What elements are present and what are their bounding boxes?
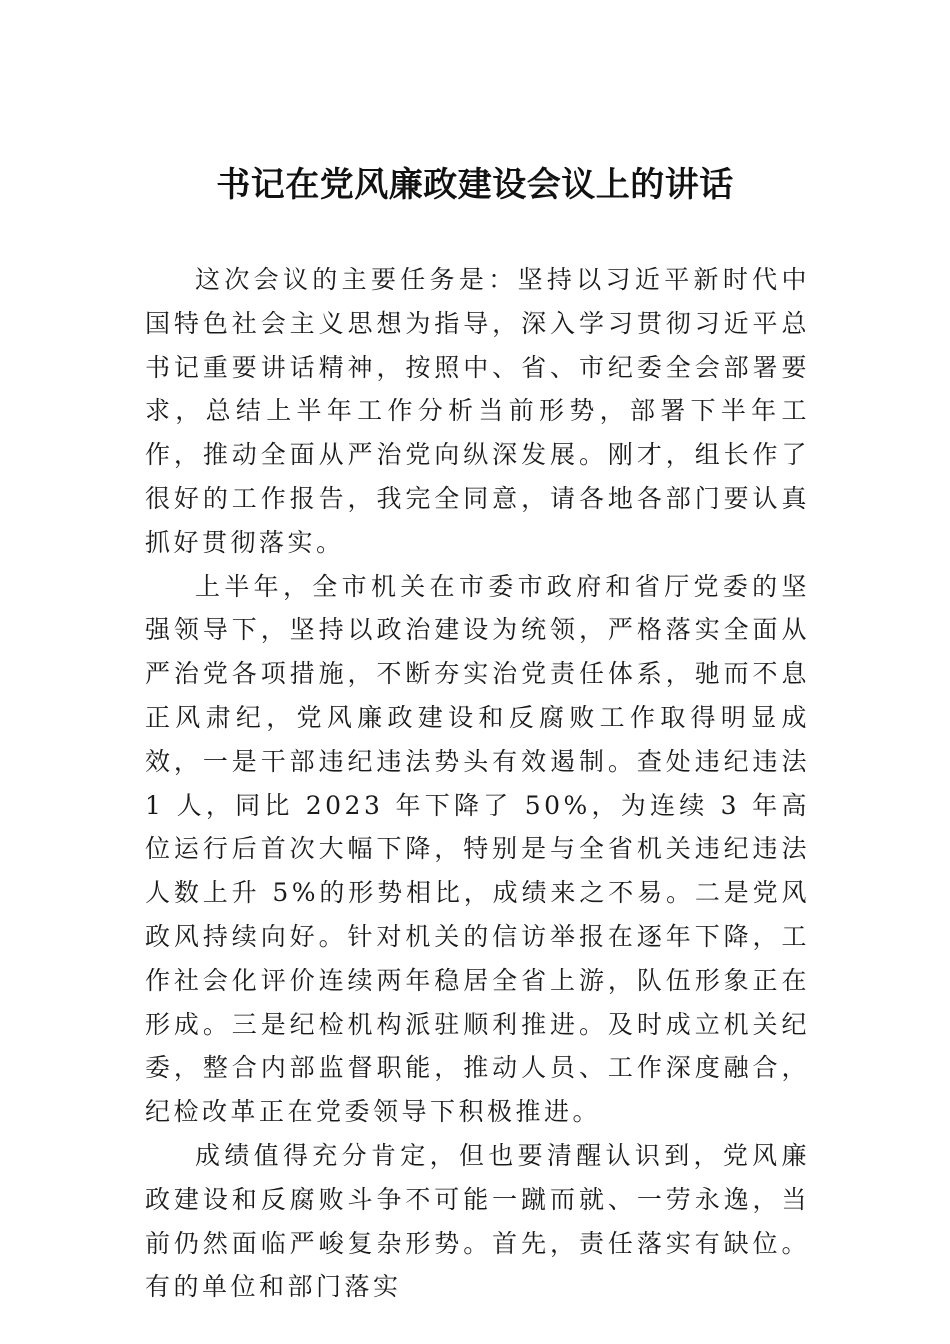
paragraph-intro: 这次会议的主要任务是：坚持以习近平新时代中国特色社会主义思想为指导，深入学习贯彻习近平总书记重要讲话精神，按照中、省、市纪委全会部署要求，总结上半年工作分析当前形势，部署下半年工作，推动全面从严治党向纵深发展。刚才，组长作了很好的工作报告，我完全同意，请各地各部门要认真抓好贯彻落实。: [145, 265, 810, 557]
paragraph-achievements: 上半年，全市机关在市委市政府和省厅党委的坚强领导下，坚持以政治建设为统领，严格落实全面从严治党各项措施，不断夯实治党责任体系，驰而不息正风肃纪，党风廉政建设和反腐败工作取得明显成效，一是干部违纪违法势头有效遏制。查处违纪违法 1 人，同比 2023 年下降了 50%，为连续 3 年高位运行后首次大幅下降，特别是与全省机关违纪违法人数上升 5%的形势相比，成绩来之不易。二是党风政风持续向好。针对机关的信访举报在逐年下降，工作社会化评价连续两年稳居全省上游，队伍形象正在形成。三是纪检机构派驻顺利推进。及时成立机关纪委，整合内部监督职能，推动人员、工作深度融合，纪检改革正在党委领导下积极推进。: [145, 571, 810, 1127]
paragraph-challenges: 成绩值得充分肯定，但也要清醒认识到，党风廉政建设和反腐败斗争不可能一蹴而就、一劳永逸，当前仍然面临严峻复杂形势。首先，责任落实有缺位。有的单位和部门落实: [145, 1140, 810, 1302]
document-title: 书记在党风廉政建设会议上的讲话: [216, 165, 734, 205]
document-body: [145, 258, 810, 1309]
